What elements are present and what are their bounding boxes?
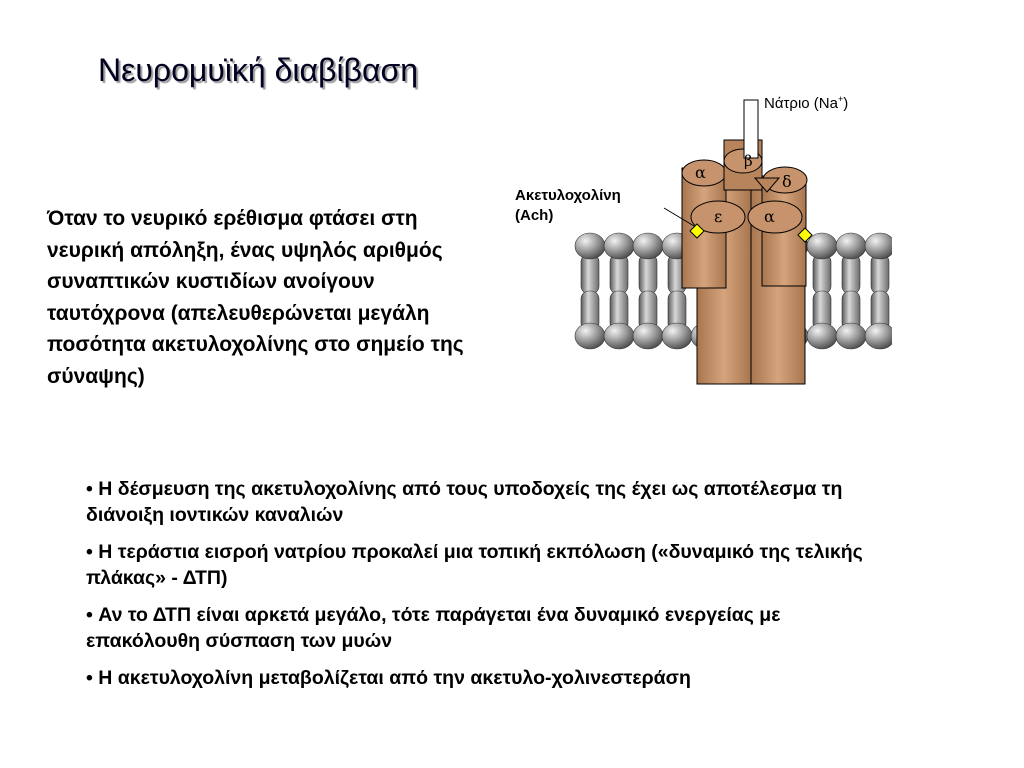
- lipid-head: [807, 323, 837, 349]
- bullet-item: • Η δέσμευση της ακετυλοχολίνης από τους υποδοχείς της έχει ως αποτέλεσμα τη διάνοιξη ιοντικών καναλιών: [86, 476, 866, 528]
- sodium-label: Νάτριο (Na+): [764, 94, 849, 112]
- lipid-head: [633, 323, 663, 349]
- bullet-item: • Η τεράστια εισροή νατρίου προκαλεί μια τοπική εκπόλωση («δυναμικό της τελικής πλάκας» - ΔΤΠ): [86, 539, 866, 591]
- subunit-alpha-right: α: [764, 207, 775, 226]
- bullet-list: [86, 476, 866, 702]
- slide-title: Νευρομυϊκή διαβίβαση: [98, 52, 418, 88]
- lipid-head: [807, 233, 837, 259]
- subunit-alpha-left: α: [695, 163, 706, 182]
- membrane-receptor-illustration: [512, 86, 892, 396]
- bullet-item: • Αν το ΔΤΠ είναι αρκετά μεγάλο, τότε παράγεται ένα δυναμικό ενεργείας με επακόλουθη σύσπαση των μυών: [86, 602, 866, 654]
- receptor-diagram: [512, 86, 892, 396]
- lipid-tail: [871, 254, 889, 294]
- lipid-head: [865, 233, 892, 259]
- subunit-beta: β: [744, 152, 753, 170]
- lipid-head: [575, 323, 605, 349]
- bullet-item: • Η ακετυλοχολίνη μεταβολίζεται από την ακετυλο-χολινεστεράση: [86, 665, 866, 691]
- lipid-head: [836, 233, 866, 259]
- lipid-tail: [639, 254, 657, 294]
- sodium-channel-tube: [744, 100, 758, 158]
- lipid-tail: [581, 254, 599, 294]
- subunit-epsilon: ε: [714, 207, 723, 226]
- acetylcholine-label: Ακετυλοχολίνη (Ach): [515, 187, 621, 224]
- lipid-tail: [610, 254, 628, 294]
- lipid-head: [836, 323, 866, 349]
- subunit-delta: δ: [782, 172, 792, 191]
- lipid-tail: [842, 254, 860, 294]
- intro-paragraph: Όταν το νευρικό ερέθισμα φτάσει στη νευρική απόληξη, ένας υψηλός αριθμός συναπτικών κυστιδίων ανοίγουν ταυτόχρονα (απελευθερώνεται μεγάλη ποσότητα ακετυλοχολίνης στο σημείο της σύναψης): [47, 207, 464, 388]
- lipid-head: [575, 233, 605, 259]
- lipid-head: [633, 233, 663, 259]
- lipid-head: [604, 233, 634, 259]
- lipid-head: [662, 323, 692, 349]
- receptor-channel: [682, 168, 806, 384]
- lipid-head: [865, 323, 892, 349]
- lipid-head: [604, 323, 634, 349]
- lipid-tail: [813, 254, 831, 294]
